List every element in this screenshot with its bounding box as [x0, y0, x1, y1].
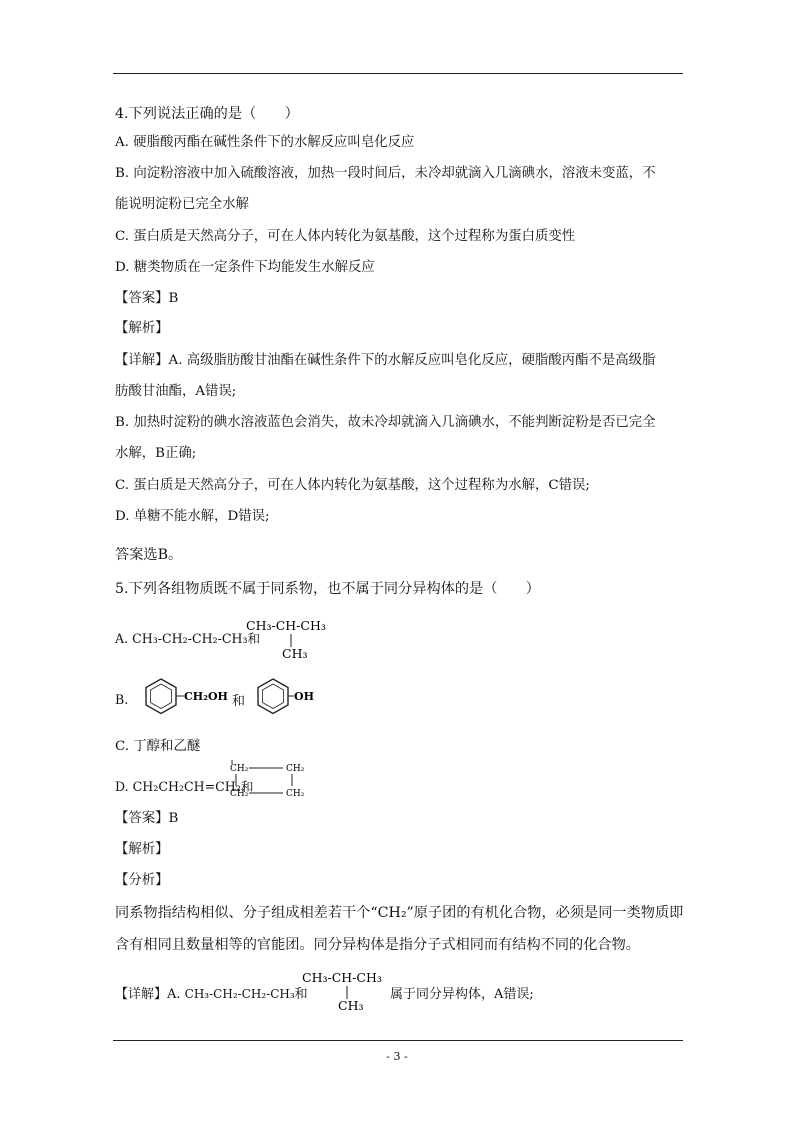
question-4-option-b-cont: 能说明淀粉已完全水解	[115, 197, 249, 212]
ring-top-right: CH₂	[286, 764, 305, 774]
question-4-detail-d: D. 单糖不能水解，D错误;	[115, 509, 270, 524]
question-5-option-a	[115, 628, 260, 647]
ring-bottom-right: CH₂	[286, 789, 305, 799]
detail-a-suffix: 属于同分异构体，A错误;	[390, 987, 534, 1002]
detail-a-formula: CH₃-CH₂-CH₂-CH₃	[184, 987, 295, 1001]
benzyl-alcohol-structure	[140, 676, 240, 718]
option-a-isobutane-structure	[244, 616, 344, 662]
question-4-detail-b-cont: 水解，B正确;	[115, 446, 197, 461]
detail-a-struct-top: CH₃-CH-CH₃	[302, 970, 382, 985]
question-5-analysis-label: 【分析】	[115, 873, 169, 888]
option-a-and: 和	[247, 631, 261, 646]
question-4-answer: 【答案】B	[115, 291, 179, 306]
footer-rule	[113, 1040, 683, 1041]
option-b-label: B.	[115, 692, 129, 707]
benzyl-group: CH₂OH	[184, 690, 228, 703]
option-a-label: A.	[115, 631, 133, 646]
detail-a-and: 和	[294, 987, 308, 1002]
question-5-stem: 5.下列各组物质既不属于同系物，也不属于同分异构体的是（ ）	[115, 581, 540, 597]
page-number: - 3 -	[386, 1050, 408, 1063]
question-4-option-b: B. 向淀粉溶液中加入硫酸溶液，加热一段时间后，未冷却就滴入几滴碘水，溶液未变蓝，不	[115, 166, 656, 181]
header-rule	[113, 73, 683, 74]
option-a-struct-top: CH₃-CH-CH₃	[246, 618, 326, 633]
question-4-detail-a-cont: 肪酸甘油酯，A错误;	[115, 384, 237, 399]
phenol-group: OH	[294, 690, 314, 703]
question-4-detail-a: 【详解】A. 高级脂肪酸甘油酯在碱性条件下的水解反应叫皂化反应，硬脂酸丙酯不是高级脂	[115, 353, 656, 368]
question-4-option-a: A. 硬脂酸丙酯在碱性条件下的水解反应叫皂化反应	[115, 135, 415, 150]
question-4-stem: 4.下列说法正确的是（ ）	[115, 106, 299, 122]
phenol-ring-inner-icon	[263, 684, 284, 709]
question-4-option-d: D. 糖类物质在一定条件下均能发生水解反应	[115, 260, 375, 275]
option-a-formula: CH₃-CH₂-CH₂-CH₃	[132, 631, 248, 646]
question-4-analysis-heading: 【解析】	[115, 321, 169, 336]
phenol-structure	[252, 676, 332, 718]
question-5-analysis-p1: 同系物指结构相似、分子组成相差若干个“CH₂”原子团的有机化合物，必须是同一类物质即	[115, 905, 684, 921]
question-4-detail-c: C. 蛋白质是天然高分子，可在人体内转化为氨基酸，这个过程称为水解，C错误;	[115, 478, 590, 493]
question-5-answer: 【答案】B	[115, 811, 179, 826]
detail-a-prefix: 【详解】A.	[115, 987, 185, 1002]
option-b-and: 和	[232, 694, 246, 709]
option-a-struct-bottom: CH₃	[282, 646, 308, 661]
detail-a-struct-bottom: CH₃	[338, 998, 364, 1013]
option-d-formula: CH₂CH₂CH=CH₂	[132, 779, 241, 794]
ring-top-left: CH₂	[230, 764, 249, 774]
benzene-ring-inner-icon	[151, 684, 172, 709]
cyclobutane-structure	[228, 758, 308, 802]
option-d-and: 和	[240, 779, 254, 794]
option-d-label: D.	[115, 779, 133, 794]
question-5-option-c: C. 丁醇和乙醚	[115, 739, 201, 754]
question-5-analysis-p2: 含有相同且数量相等的官能团。同分异构体是指分子式相同而有结构不同的化合物。	[115, 937, 640, 953]
question-4-conclusion: 答案选B。	[115, 547, 183, 563]
question-5-analysis-heading: 【解析】	[115, 842, 169, 857]
detail-a-isobutane-structure	[300, 968, 396, 1014]
question-4-option-c: C. 蛋白质是天然高分子，可在人体内转化为氨基酸，这个过程称为蛋白质变性	[115, 229, 576, 244]
ring-bottom-left: CH₂	[230, 789, 249, 799]
question-5-detail-a	[115, 983, 308, 1002]
question-4-detail-b: B. 加热时淀粉的碘水溶液蓝色会消失，故未冷却就滴入几滴碘水，不能判断淀粉是否已完全	[115, 415, 656, 430]
